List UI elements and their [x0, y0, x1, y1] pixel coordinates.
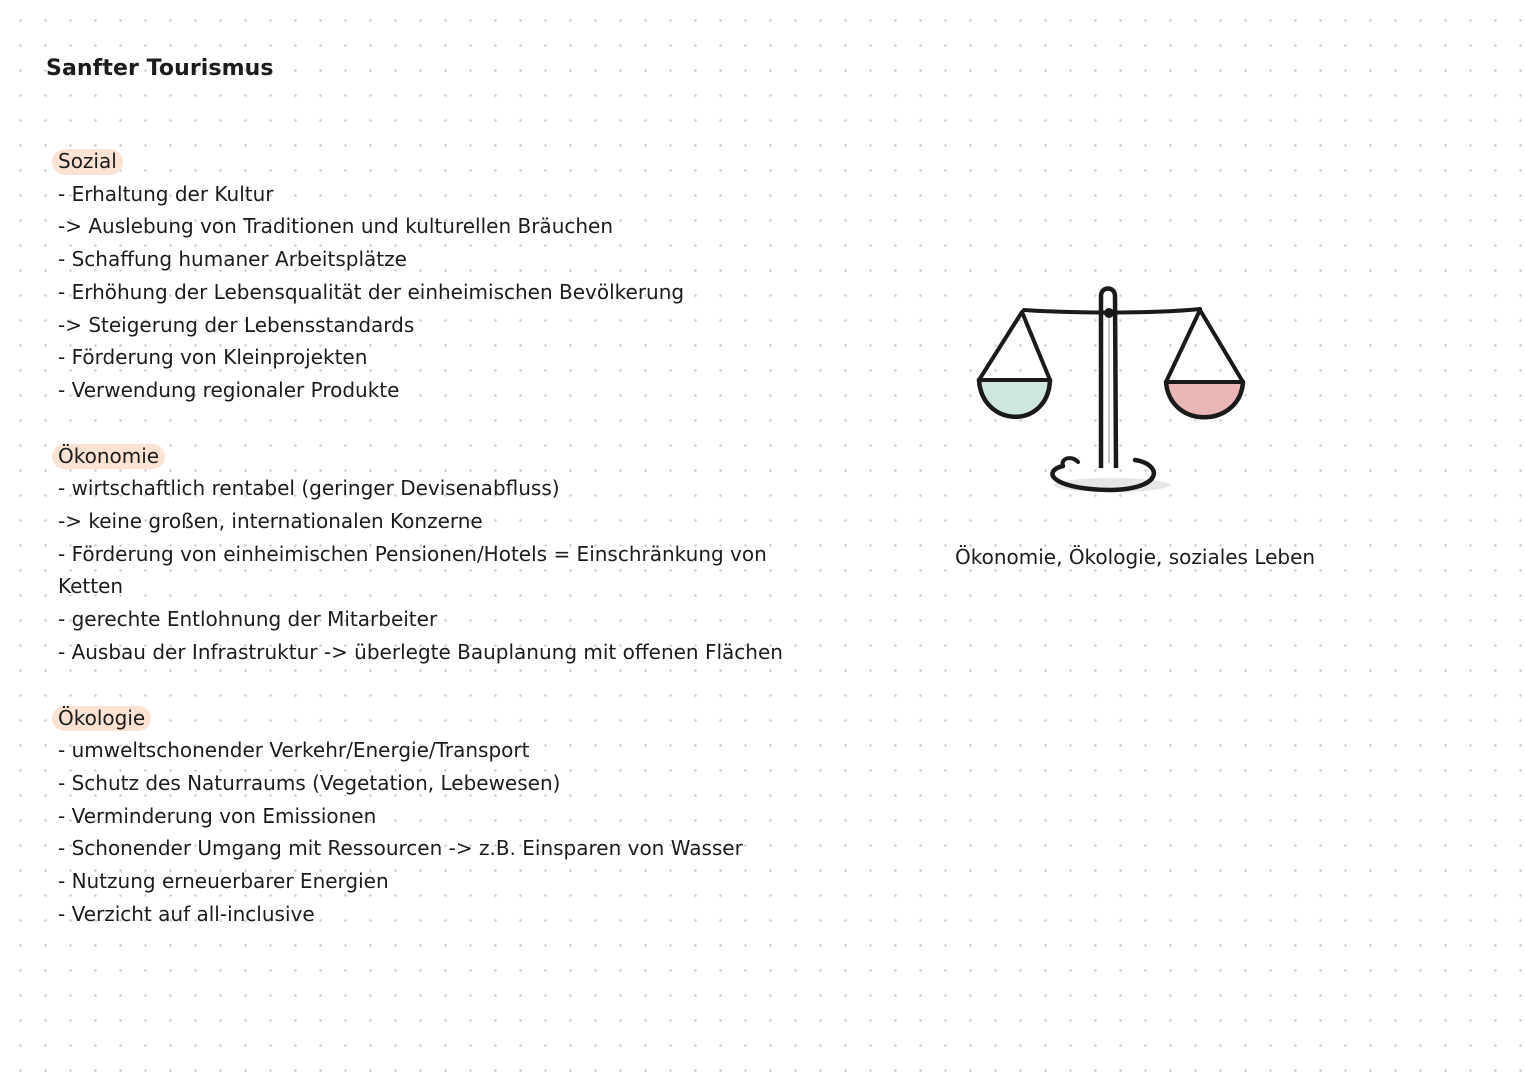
list-item: - Verminderung von Emissionen	[58, 803, 377, 828]
section-list-sozial	[58, 178, 798, 407]
balance-scale-icon	[960, 278, 1260, 508]
section-list-oekologie	[58, 734, 798, 930]
section-oekologie	[58, 702, 798, 931]
scale-right-strings	[1166, 310, 1243, 382]
section-list-oekonomie	[58, 472, 798, 668]
list-item: -> Auslebung von Traditionen und kulturellen Bräuchen	[58, 214, 614, 239]
list-item: - Nutzung erneuerbarer Energien	[58, 869, 389, 894]
scale-right-pan-fill	[1166, 382, 1243, 417]
list-item: -> Steigerung der Lebensstandards	[58, 312, 415, 337]
list-item: - gerechte Entlohnung der Mitarbeiter	[58, 607, 438, 632]
list-item: - Verzicht auf all-inclusive	[58, 901, 315, 926]
list-item: -> keine großen, internationalen Konzerne	[58, 509, 483, 533]
scale-left-pan-fill	[979, 380, 1050, 417]
list-item: - Schutz des Naturraums (Vegetation, Lebewesen)	[58, 770, 561, 795]
figure-caption: Ökonomie, Ökologie, soziales Leben	[955, 545, 1316, 569]
page-title: Sanfter Tourismus	[46, 56, 274, 81]
list-item: - Förderung von einheimischen Pensionen/Hotels = Einschränkung von Ketten	[58, 541, 767, 599]
notes-body	[58, 145, 798, 963]
list-item: - Schaffung humaner Arbeitsplätze	[58, 247, 407, 272]
list-item: - Erhaltung der Kultur	[58, 181, 274, 206]
section-heading-sozial: Sozial	[58, 145, 117, 178]
scale-left-strings	[979, 312, 1050, 380]
section-sozial	[58, 145, 798, 407]
list-item: - umweltschonender Verkehr/Energie/Transport	[58, 738, 530, 763]
list-item: - Ausbau der Infrastruktur -> überlegte Bauplanung mit offenen Flächen	[58, 639, 783, 664]
section-heading-oekonomie: Ökonomie	[58, 440, 159, 473]
list-item: - wirtschaftlich rentabel (geringer Devisenabfluss)	[58, 476, 560, 501]
list-item: - Verwendung regionaler Produkte	[58, 377, 400, 402]
list-item: - Erhöhung der Lebensqualität der einheimischen Bevölkerung	[58, 279, 685, 304]
list-item: - Förderung von Kleinprojekten	[58, 345, 368, 370]
list-item: - Schonender Umgang mit Ressourcen -> z.B. Einsparen von Wasser	[58, 836, 743, 861]
scale-pivot	[1104, 308, 1114, 318]
section-heading-oekologie: Ökologie	[58, 702, 145, 735]
section-oekonomie	[58, 440, 798, 669]
